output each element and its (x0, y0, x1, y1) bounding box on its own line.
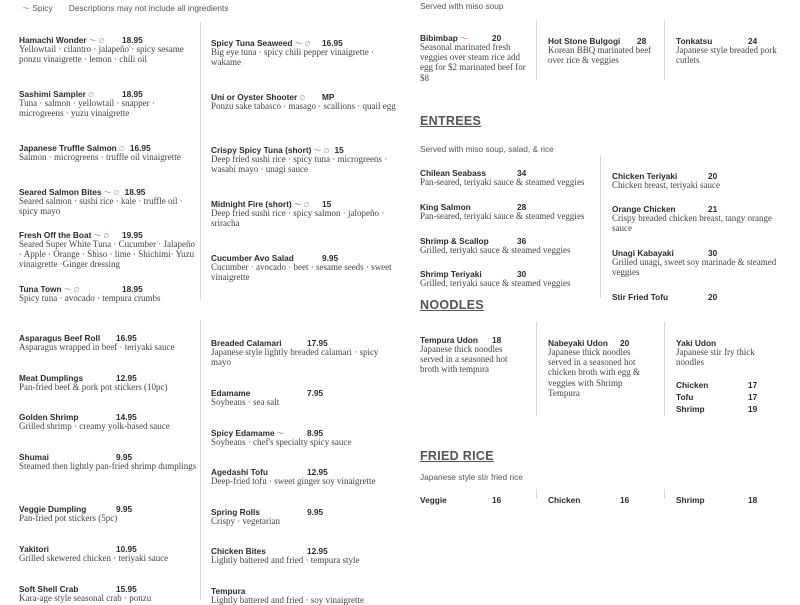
item-name: Cucumber Avo Salad (211, 253, 294, 263)
item-description: Grilled skewered chicken · teriyaki sauce (19, 553, 169, 563)
item-description: Soybeans · chef's specialty spicy sauce (211, 437, 352, 447)
item-price: 17.95 (307, 338, 328, 348)
item-name: Agedashi Tofu (211, 467, 269, 477)
item-price: 16.95 (129, 143, 151, 153)
divider (600, 155, 601, 298)
item-description: Seasonal marinated fresh veggies over steam rice add egg for $2 marinated beef for $8 (420, 42, 526, 83)
item-name: Sashimi Sampler (19, 89, 86, 99)
item-description: Deep fried sushi rice · spicy salmon · jalopeño · sriracha (211, 208, 385, 229)
menu-item (612, 166, 792, 190)
divider (536, 20, 537, 80)
menu-item (548, 490, 630, 505)
item-description: Seared salmon · sushi rice · kale · truffle oil · spicy mayo (19, 196, 183, 217)
item-name: Shumai (19, 452, 49, 462)
menu-item (19, 279, 197, 303)
item-name: Yaki Udon (676, 338, 717, 348)
spicy-icon: 〜 (103, 188, 112, 197)
item-description: Pan-seared, teriyaki sauce & steamed veggies (420, 211, 585, 221)
spicy-icon: 〜 (88, 36, 97, 45)
spicy-icon: 〜 (459, 34, 468, 43)
entrees-subtitle: Served with miso soup, salad, & rice (420, 144, 554, 154)
menu-item (420, 264, 595, 288)
item-price: 30 (708, 248, 718, 258)
item-description: Japanese style lightly breaded calamari · spicy mayo (211, 347, 379, 368)
item-description: Crispy · vegetarian (211, 516, 280, 526)
item-name: Asparagus Beef Roll (19, 333, 101, 343)
item-name: Chicken Bites (211, 546, 266, 556)
rice-bowls-subtitle: Served with miso soup (420, 1, 504, 11)
item-name: Nabeyaki Udon (548, 338, 608, 348)
item-name: Chicken (548, 495, 581, 505)
item-name: Chicken Teriyaki (612, 171, 678, 181)
item-price: 36 (517, 236, 527, 246)
item-name: Spring Rolls (211, 507, 260, 517)
item-price: 15.95 (116, 584, 137, 594)
item-name: Breaded Calamari (211, 338, 282, 348)
spicy-icon: 〜 (294, 39, 303, 48)
menu-item (612, 287, 718, 302)
fried-rice-subtitle: Japanese style stir fried rice (420, 472, 523, 482)
item-name: Yakitori (19, 544, 49, 554)
item-name: Hot Stone Bulgogi (548, 36, 621, 46)
item-price: 21 (708, 204, 718, 214)
spicy-legend-label: Spicy (32, 3, 53, 13)
item-name: Chilean Seabass (420, 168, 486, 178)
ingredients-note: Descriptions may not include all ingredients (68, 3, 229, 13)
item-name: Orange Chicken (612, 204, 676, 214)
item-description: Korean BBQ marinated beef over rice & veggies (548, 45, 652, 66)
divider (664, 322, 665, 416)
menu-item (211, 248, 396, 282)
item-price: 8.95 (307, 428, 324, 438)
item-description: Ponzu sake tabasco · masago · scallions · quail egg (211, 101, 396, 111)
item-price: 16 (492, 495, 502, 505)
menu-item (19, 30, 197, 64)
item-description: Big eye tuna · spicy chili pepper vinaigrette · wakame (211, 47, 374, 68)
item-price: 10.95 (116, 544, 137, 554)
item-price: 12.95 (307, 546, 328, 556)
raw-fish-icon: ∅ (323, 147, 330, 155)
item-description: Japanese thick noodles served in a seasoned hot broth with tempura (420, 344, 508, 375)
item-price: 20 (492, 33, 502, 43)
item-name: Tofu (676, 392, 694, 402)
raw-fish-icon: ∅ (103, 232, 110, 240)
menu-item (19, 182, 197, 216)
spicy-icon: 〜 (22, 4, 30, 13)
menu-item (420, 490, 502, 505)
raw-fish-icon: ∅ (299, 94, 306, 102)
item-description: Deep-fried tofu · sweet ginger soy vinaigrette (211, 476, 376, 486)
item-description: Tuna · salmon · yellowtail · snapper · microgreens · yuzu vinaigrette (19, 98, 155, 119)
menu-item (19, 368, 197, 392)
item-description: Asparagus wrapped in beef · teriyaki sauce (19, 342, 175, 352)
menu-item (19, 539, 197, 563)
item-name: Tempura (211, 586, 246, 596)
menu-item (19, 407, 197, 431)
divider (200, 22, 201, 300)
item-price: 16.95 (116, 333, 137, 343)
item-name: Bibimbap (420, 33, 458, 43)
item-name: Veggie (420, 495, 447, 505)
item-price: 7.95 (307, 388, 324, 398)
item-name: Unagi Kabayaki (612, 248, 674, 258)
item-price: 20 (708, 292, 718, 302)
item-name: Midnight Fire (short) (211, 199, 292, 209)
entrees-heading: ENTREES (420, 114, 482, 128)
raw-fish-icon: ∅ (113, 189, 120, 197)
item-description: Chicken breast, teriyaki sauce (612, 180, 720, 190)
menu-item (211, 423, 396, 447)
item-name: Seared Salmon Bites (19, 187, 102, 197)
item-name: Spicy Edamame (211, 428, 275, 438)
item-description: Lightly battered and fried · tempura style (211, 555, 360, 565)
item-name: Shrimp (676, 404, 705, 414)
menu-item (211, 383, 396, 407)
menu-item (676, 387, 758, 402)
menu-item (420, 197, 595, 221)
menu-item (211, 87, 396, 111)
item-price: 17 (748, 380, 758, 390)
item-price: 30 (517, 269, 527, 279)
item-price: 18 (492, 335, 502, 345)
item-description: Seared Super White Tuna · Cucumber · Jalapeño · Apple · Orange · Shiso · lime · Shichimi· Yuzu vinaigrette ·Ginger dressing (19, 239, 196, 270)
item-description: Japanese stir fry thick noodles (676, 347, 755, 368)
raw-fish-icon: ∅ (304, 40, 311, 48)
item-description: Steamed then lightly pan-fried shrimp dumplings (19, 461, 197, 471)
divider (664, 489, 665, 499)
divider (664, 20, 665, 80)
legend (20, 3, 229, 14)
menu-item (19, 84, 197, 118)
item-name: Stir Fried Tofu (612, 292, 669, 302)
item-price: 15 (322, 199, 332, 209)
spicy-icon: 〜 (93, 231, 102, 240)
item-description: Grilled, teriyaki sauce & steamed veggies (420, 278, 571, 288)
item-name: King Salmon (420, 202, 471, 212)
item-price: 28 (637, 36, 647, 46)
raw-fish-icon: ∅ (118, 145, 125, 153)
menu-item (548, 31, 663, 65)
item-description: Pan-seared, teriyaki sauce & steamed veggies (420, 177, 585, 187)
menu-item (211, 333, 396, 367)
menu-item (676, 490, 758, 505)
item-description: Pan-fried pot stickers (5pc) (19, 513, 118, 523)
item-name: Tempura Udon (420, 335, 478, 345)
item-name: Tonkatsu (676, 36, 713, 46)
divider (536, 489, 537, 499)
item-name: Spicy Tuna Seaweed (211, 38, 293, 48)
menu-item (548, 333, 653, 398)
item-price: 20 (708, 171, 718, 181)
item-name: Crispy Spicy Tuna (short) (211, 145, 312, 155)
item-price: 14.95 (116, 412, 137, 422)
item-price: 17 (748, 392, 758, 402)
item-price: 19.95 (122, 230, 143, 240)
item-price: 24 (748, 36, 758, 46)
item-name: Chicken (676, 380, 709, 390)
menu-item (676, 375, 758, 390)
item-name: Shrimp Teriyaki (420, 269, 482, 279)
item-name: Uni or Oyster Shooter (211, 92, 298, 102)
menu-item (676, 31, 791, 65)
item-price: 18.95 (122, 89, 143, 99)
item-price: 20 (620, 338, 630, 348)
menu-item (19, 328, 197, 352)
item-description: Yellowtail · cilantro · jalapeño · spicy sesame ponzu vinaigrette · lemon · chili oil (19, 44, 184, 65)
menu-item (612, 243, 792, 277)
raw-fish-icon: ∅ (98, 37, 105, 45)
item-price: 18.95 (124, 187, 146, 197)
item-price: 16.95 (322, 38, 343, 48)
item-description: Grilled unagi, sweet soy marinade & steamed veggies (612, 257, 777, 278)
noodles-heading: NOODLES (420, 298, 484, 312)
item-description: Soybeans · sea salt (211, 397, 280, 407)
item-name: Soft Shell Crab (19, 584, 79, 594)
menu-item (19, 447, 197, 471)
menu-item (612, 199, 792, 233)
item-name: Fresh Off the Boat (19, 230, 92, 240)
spicy-icon: 〜 (276, 429, 285, 438)
item-price: 12.95 (307, 467, 328, 477)
fried-rice-heading: FRIED RICE (420, 449, 494, 463)
item-price: 9.95 (307, 507, 324, 517)
item-name: Golden Shrimp (19, 412, 79, 422)
item-price: 18 (748, 495, 758, 505)
item-description: Spicy tuna · avocado · tempura crumbs (19, 293, 161, 303)
item-name: Veggie Dumpling (19, 504, 87, 514)
item-description: Cucumber · avocado · beet · sesame seeds · sweet vinaigrette (211, 262, 392, 283)
menu-item (19, 138, 197, 162)
item-price: 28 (517, 202, 527, 212)
menu-item (211, 462, 396, 486)
item-description: Lightly battered and fried · soy vinaigrette (211, 595, 364, 605)
item-description: Japanese style breaded pork cutlets (676, 45, 777, 66)
item-description: Grilled shrimp · creamy yolk-based sauce (19, 421, 170, 431)
item-price: 9.95 (322, 253, 339, 263)
menu-item (211, 502, 396, 526)
raw-fish-icon: ∅ (303, 201, 310, 209)
item-description: Pan-fried beef & pork pot stickers (10pc) (19, 382, 168, 392)
item-price: MP (322, 92, 335, 102)
item-price: 9.95 (116, 452, 133, 462)
raw-fish-icon: ∅ (87, 91, 94, 99)
menu-item (420, 28, 535, 83)
item-description: Kara-age style seasonal crab · ponzu (19, 593, 152, 603)
item-price: 18.95 (122, 35, 143, 45)
item-price: 16 (620, 495, 630, 505)
spicy-icon: 〜 (313, 146, 322, 155)
item-name: Edamame (211, 388, 251, 398)
menu-item (211, 194, 396, 228)
item-price: 34 (517, 168, 527, 178)
item-price: 18.95 (122, 284, 143, 294)
menu-item (19, 225, 197, 270)
item-name: Shrimp (676, 495, 705, 505)
menu-item (19, 499, 197, 523)
menu-item (676, 333, 781, 367)
menu-item (420, 330, 525, 375)
menu-item (676, 399, 758, 414)
item-name: Tuna Town (19, 284, 62, 294)
spicy-icon: 〜 (293, 200, 302, 209)
raw-fish-icon: ∅ (73, 286, 80, 294)
divider (200, 320, 201, 600)
item-description: Grilled, teriyaki sauce & steamed veggies (420, 245, 571, 255)
item-description: Deep fried sushi rice · spicy tuna · microgreens · wasabi mayo · unagi sauce (211, 154, 388, 175)
menu-item (420, 163, 595, 187)
menu-item (420, 231, 595, 255)
divider (536, 322, 537, 416)
menu-item (211, 541, 396, 565)
spicy-icon: 〜 (63, 285, 72, 294)
item-description: Crispy breaded chicken breast, tangy orange sauce (612, 213, 772, 234)
item-price: 9.95 (116, 504, 133, 514)
menu-item (211, 581, 396, 605)
menu-item (211, 140, 396, 174)
item-price: 12.95 (116, 373, 137, 383)
item-description: Japanese thick noodles served in a seasoned hot chicken broth with egg & veggies with Shrimp Tempura (548, 347, 640, 398)
item-name: Shrimp & Scallop (420, 236, 489, 246)
item-name: Hamachi Wonder (19, 35, 87, 45)
item-name: Meat Dumplings (19, 373, 84, 383)
item-name: Japanese Truffle Salmon (19, 143, 117, 153)
item-price: 19 (748, 404, 758, 414)
item-price: 15 (334, 145, 344, 155)
item-description: Salmon · microgreens · truffle oil vinaigrette (19, 152, 181, 162)
menu-item (211, 33, 396, 67)
